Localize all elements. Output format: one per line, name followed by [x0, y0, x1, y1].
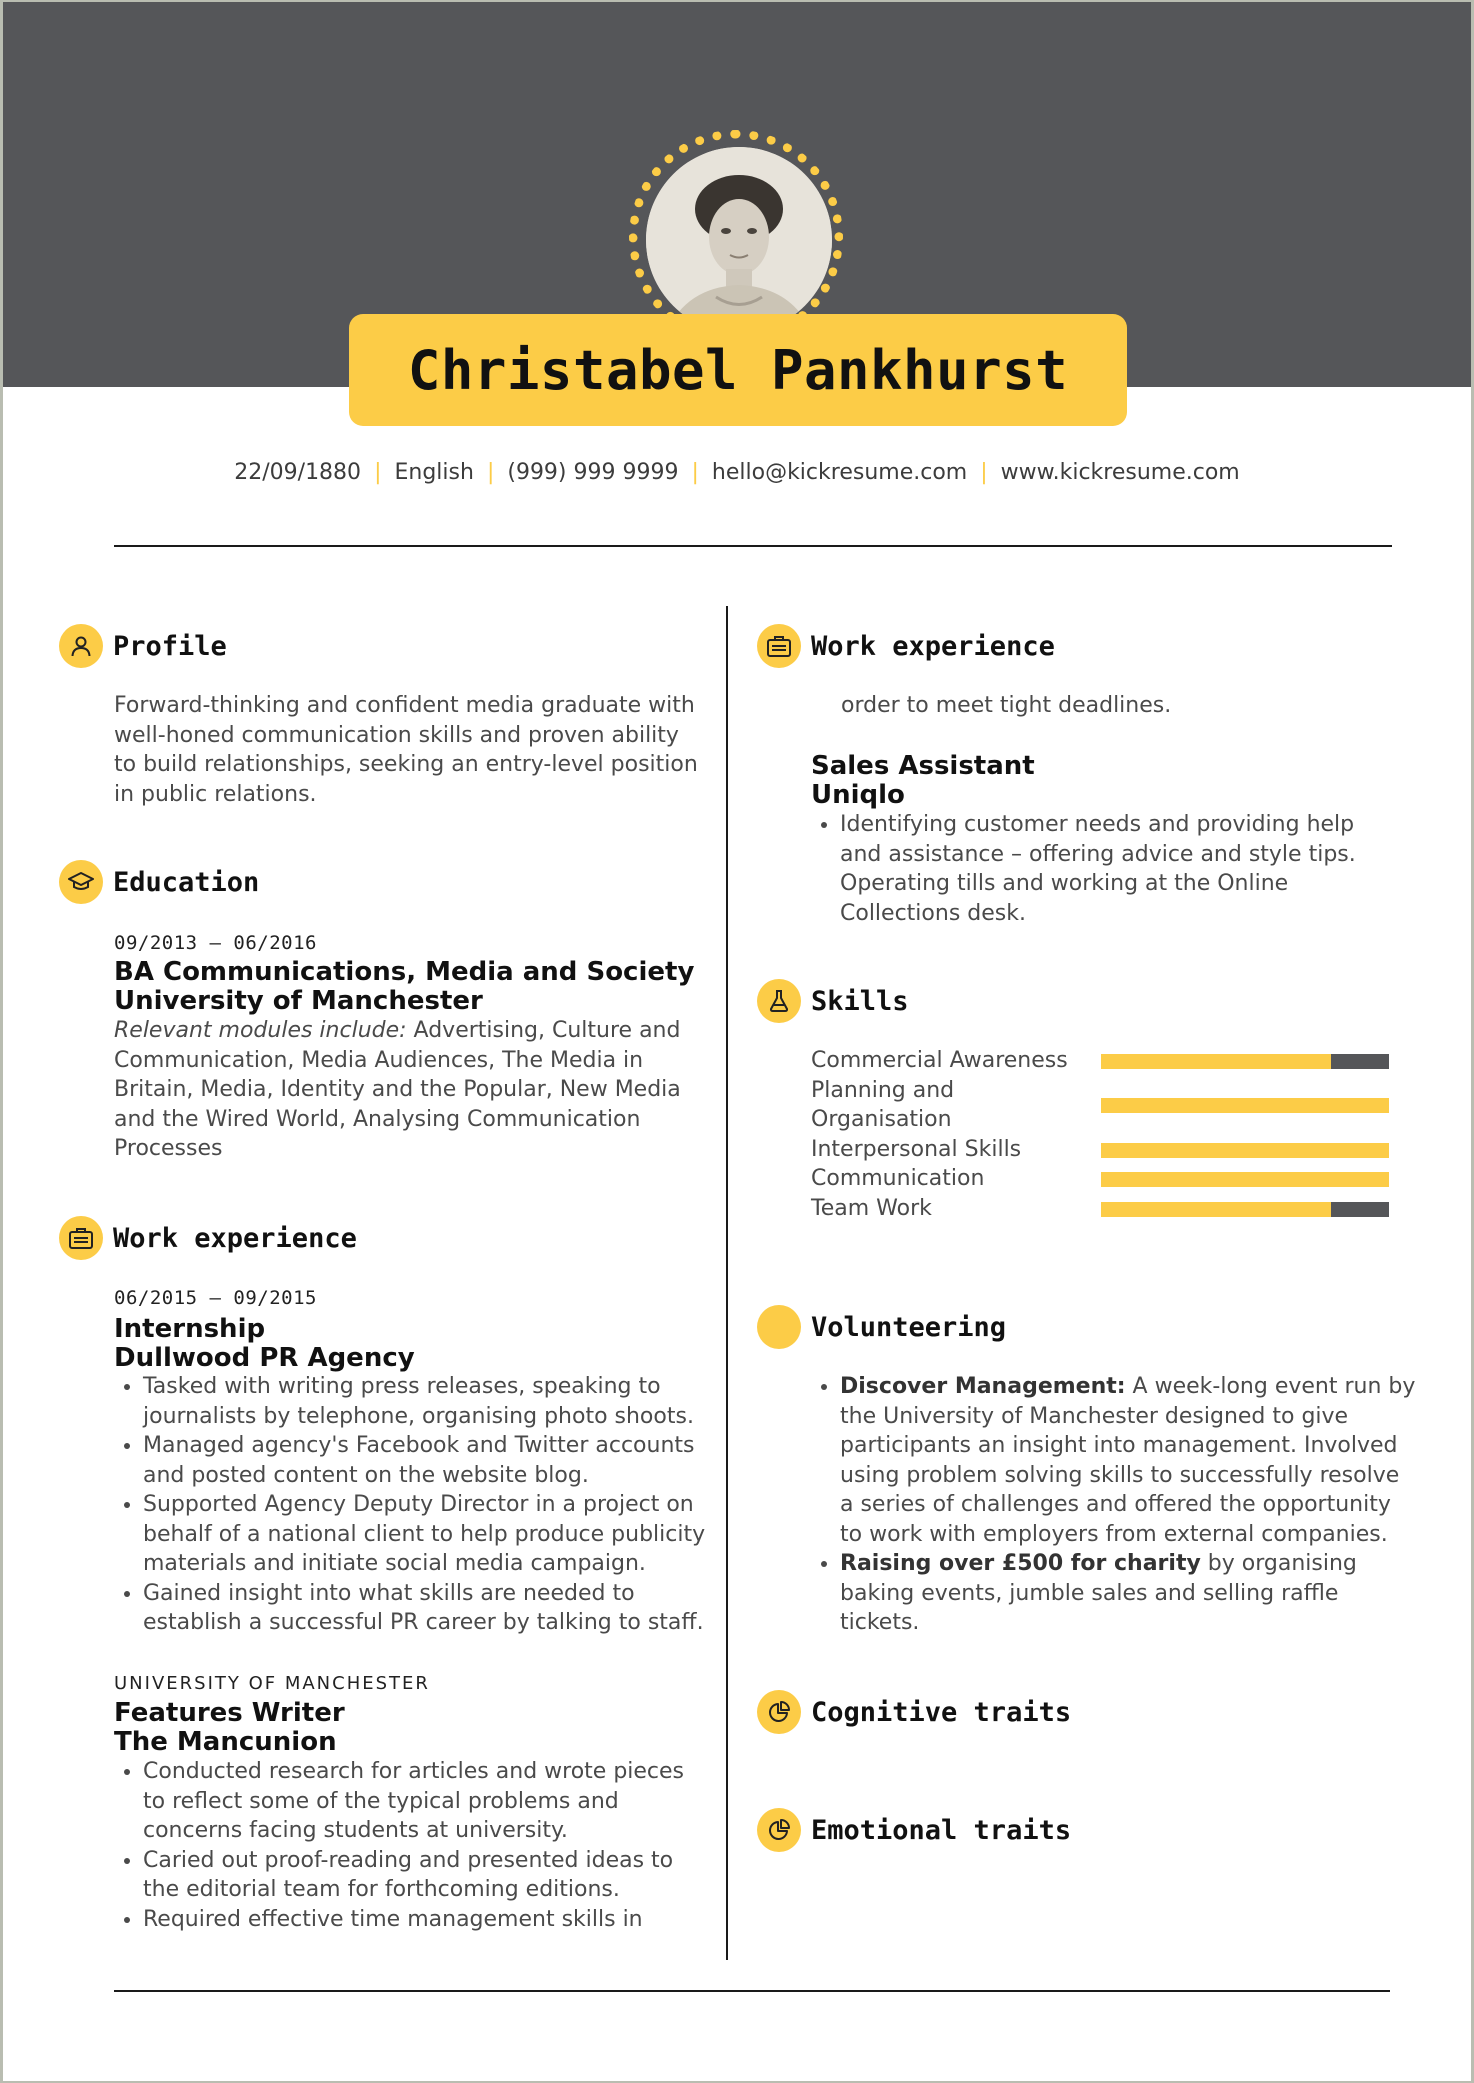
list-item: • Conducted research for articles and wrote pieces to reflect some of the typical problems and concerns facing students at university.: [143, 1757, 743, 1846]
work-experience-title: Work experience: [811, 630, 1055, 662]
volunteering-list: [811, 1372, 1460, 1638]
skill-name: Organisation: [811, 1107, 952, 1132]
job-company: Dullwood PR Agency: [114, 1343, 415, 1373]
flask-icon: [757, 979, 801, 1023]
volunteering-title: Volunteering: [811, 1311, 1007, 1343]
job-bullets: [114, 1757, 743, 1934]
education-modules: Relevant modules include: Advertising, Culture and Communication, Media Audiences, The Media in Britain, Media, Identity and the Popular, New Media and the Wired World, Analysing Communication Processes: [114, 1018, 681, 1161]
skill-name: Commercial Awareness: [811, 1048, 1068, 1073]
list-item: • Tasked with writing press releases, speaking to journalists by telephone, organising photo shoots.: [143, 1372, 743, 1431]
skill-name: Communication: [811, 1166, 985, 1191]
education-date: 09/2013 – 06/2016: [114, 932, 317, 954]
bottom-divider: [114, 1990, 1390, 1992]
work-experience-title: Work experience: [113, 1222, 357, 1254]
list-item: • Identifying customer needs and providing help and assistance – offering advice and style tips. Operating tills and working at the Online Collections desk.: [840, 810, 1440, 928]
skill-name: Team Work: [811, 1195, 932, 1221]
job-role: Sales Assistant: [811, 751, 1035, 781]
continued-text: order to meet tight deadlines.: [841, 693, 1172, 718]
briefcase-icon: [757, 624, 801, 668]
skills-title: Skills: [811, 985, 909, 1017]
volunteering-heading: [757, 1305, 1006, 1349]
circle-icon: [757, 1305, 801, 1349]
birth-date: 22/09/1880: [234, 460, 362, 485]
skills-heading: [757, 979, 909, 1023]
list-item: • Gained insight into what skills are needed to establish a successful PR career by talking to staff.: [143, 1579, 743, 1638]
graduation-cap-icon: [59, 860, 103, 904]
website[interactable]: www.kickresume.com: [1000, 460, 1240, 485]
name-banner: [349, 314, 1127, 426]
job-organisation: UNIVERSITY OF MANCHESTER: [114, 1673, 430, 1694]
skill-bar: [1101, 1172, 1389, 1187]
profile-heading: [59, 624, 227, 668]
skill-bar: [1101, 1054, 1389, 1069]
job-role: Features Writer: [114, 1698, 345, 1728]
full-name: Christabel Pankhurst: [407, 338, 1069, 402]
skill-name: Interpersonal Skills: [811, 1136, 1022, 1162]
profile-photo: [646, 147, 832, 333]
email[interactable]: hello@kickresume.com: [711, 460, 968, 485]
person-icon: [59, 624, 103, 668]
education-degree: BA Communications, Media and Society: [114, 957, 695, 987]
list-item: • Raising over £500 for charity by organising baking events, jumble sales and selling raffle tickets.: [840, 1549, 1460, 1638]
job-company: The Mancunion: [114, 1727, 337, 1757]
list-item: • Discover Management: A week-long event run by the University of Manchester designed to give participants an insight into management. Involved using problem solving skills to successfully resolve a series of challenges and offered the opportunity to work with employers from external companies.: [840, 1372, 1460, 1549]
pie-chart-icon: [757, 1808, 801, 1852]
phone: (999) 999 9999: [507, 460, 679, 485]
top-divider: [114, 545, 1392, 547]
resume-page: [3, 2, 1471, 2081]
job-bullets: [811, 810, 1440, 928]
education-title: Education: [113, 866, 260, 898]
skill-bar: [1101, 1143, 1389, 1158]
education-school: University of Manchester: [114, 986, 483, 1016]
pie-chart-icon: [757, 1690, 801, 1734]
job-role: Internship: [114, 1314, 266, 1344]
language: English: [394, 460, 474, 485]
education-heading: [59, 860, 259, 904]
contact-line: 22/09/1880 | English | (999) 999 9999 | hello@kickresume.com | www.kickresume.com: [234, 460, 1240, 485]
cognitive-traits-title: Cognitive traits: [811, 1696, 1072, 1728]
skill-bar: [1101, 1098, 1389, 1113]
list-item: • Caried out proof-reading and presented ideas to the editorial team for forthcoming editions.: [143, 1846, 743, 1905]
emotional-traits-title: Emotional traits: [811, 1814, 1072, 1846]
skill-bar: [1101, 1202, 1389, 1217]
job-company: Uniqlo: [811, 780, 905, 810]
job-bullets: [114, 1372, 743, 1638]
job-date: 06/2015 – 09/2015: [114, 1287, 317, 1309]
emotional-traits-heading: [757, 1808, 1071, 1852]
cognitive-traits-heading: [757, 1690, 1071, 1734]
briefcase-icon: [59, 1216, 103, 1260]
list-item: • Required effective time management skills in: [143, 1905, 743, 1935]
work-experience-continued-heading: [757, 624, 1055, 668]
profile-text: Forward-thinking and confident media graduate with well-honed communication skills and proven ability to build relationships, seeking an entry-level position in public relations.: [114, 693, 698, 807]
list-item: • Managed agency's Facebook and Twitter accounts and posted content on the website blog.: [143, 1431, 743, 1490]
profile-title: Profile: [113, 630, 227, 662]
work-experience-heading: [59, 1216, 357, 1260]
skill-name: Planning and: [811, 1077, 955, 1103]
list-item: • Supported Agency Deputy Director in a project on behalf of a national client to help produce publicity materials and initiate social media campaign.: [143, 1490, 743, 1579]
